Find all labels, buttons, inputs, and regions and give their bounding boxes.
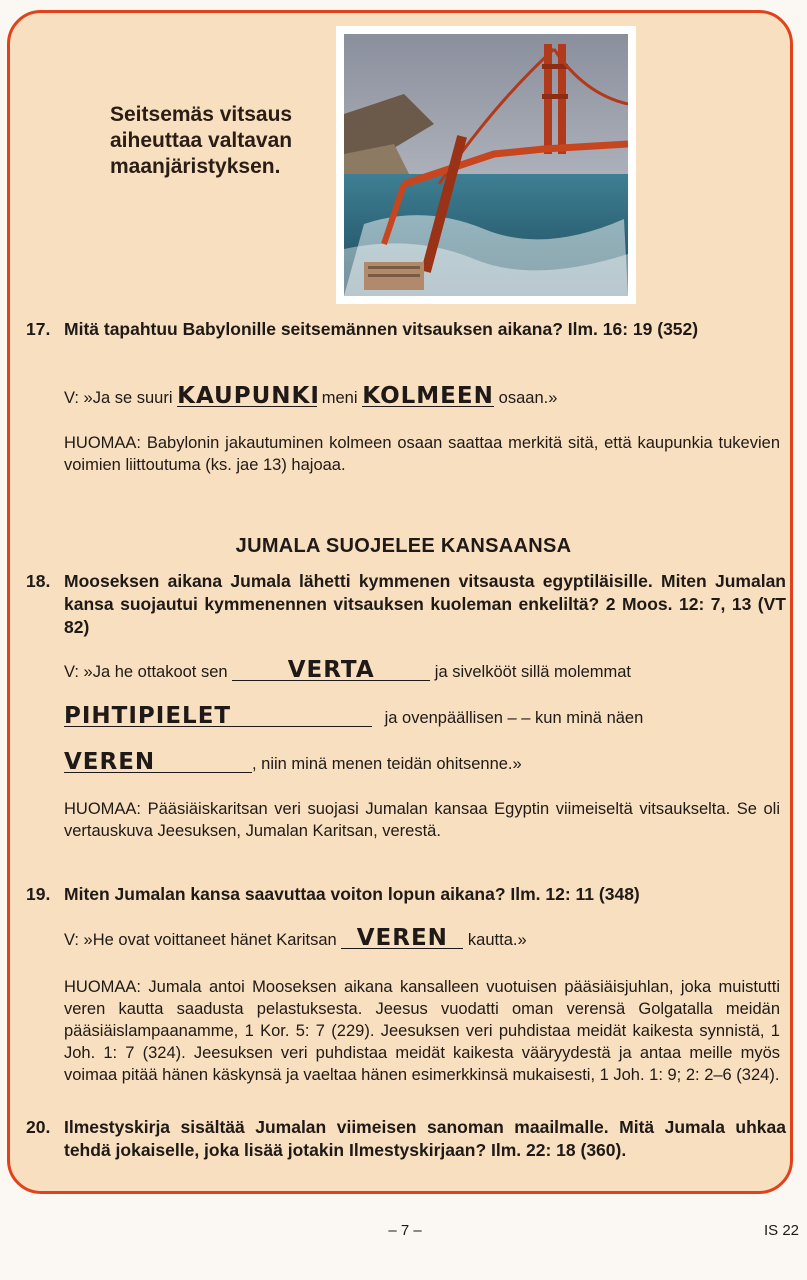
answer-18-line-1 [64, 657, 780, 683]
question-text: Miten Jumalan kansa saavuttaa voiton lopun aikana? Ilm. 12: 11 (348) [64, 884, 640, 904]
note-18: HUOMAA: Pääsiäiskaritsan veri suojasi Jumalan kansaa Egyptin viimeiseltä vitsaukselta. Se oli vertauskuva Jeesuksen, Jumalan Karitsan, verestä. [64, 800, 780, 840]
question-text: Mooseksen aikana Jumala lähetti kymmenen vitsausta egyptiläisille. Miten Jumalan kansa suojautui kymmenennen vitsauksen kuoleman enkeliltä? 2 Moos. 12: 7, 13 (VT 82) [64, 571, 786, 637]
note-19: HUOMAA: Jumala antoi Mooseksen aikana kansalleen vuotuisen pääsiäisjuhlan, joka muistutti veren kautta saadusta pelastuksesta. Jeesus vuodatti oman verensä Golgatalla meidän pääsiäislampaanamme, 1 Kor. 5: 7 (229). Jeesuksen veri puhdistaa meidät kaikesta synnistä, 1 Joh. 1: 7 (324). Jeesuksen veri puhdistaa meidät kaikesta vääryydestä ja antaa meille myös voimaa pitää hänen käskynsä ja vaeltaa hänen esimerkkinsä mukaisesti, 1 Joh. 1: 9; 2: 2–6 (324). [64, 978, 780, 1084]
fill-in-blank: VEREN [64, 752, 252, 773]
question-19 [26, 883, 786, 906]
section-heading: JUMALA SUOJELEE KANSAANSA [235, 535, 572, 557]
answer-text: kautta.» [467, 931, 527, 949]
fill-in-blank: VERTA [232, 660, 430, 681]
answer-text: osaan.» [498, 389, 558, 407]
earthquake-illustration [336, 26, 636, 304]
answer-17 [64, 383, 780, 409]
fill-in-blank: PIHTIPIELET [64, 706, 372, 727]
question-text: Mitä tapahtuu Babylonille seitsemännen vitsauksen aikana? Ilm. 16: 19 (352) [64, 319, 699, 339]
answer-18-line-2 [64, 703, 780, 729]
answer-19 [64, 925, 780, 951]
question-number: 19. [26, 884, 51, 904]
fill-in-blank: VEREN [341, 928, 463, 949]
answer-18-line-3 [64, 749, 780, 775]
answer-text: , niin minä menen teidän ohitsenne.» [252, 755, 522, 773]
answer-text: V: »Ja se suuri [64, 389, 173, 407]
question-number: 20. [26, 1117, 51, 1137]
answer-text: meni [321, 389, 358, 407]
fill-in-blank: KOLMEEN [362, 383, 494, 409]
question-number: 17. [26, 319, 51, 339]
question-20 [26, 1116, 786, 1162]
question-number: 18. [26, 571, 51, 591]
question-18 [26, 570, 786, 639]
answer-text: V: »Ja he ottakoot sen [64, 663, 228, 681]
answer-text: V: »He ovat voittaneet hänet Karitsan [64, 931, 337, 949]
question-text: Ilmestyskirja sisältää Jumalan viimeisen sanoman maailmalle. Mitä Jumala uhkaa tehdä jokaiselle, joka lisää jotakin Ilmestyskirjaan? Ilm. 22: 18 (360). [64, 1117, 786, 1160]
answer-text: ja ovenpäällisen – – kun minä näen [384, 709, 644, 727]
answer-text: ja sivelkööt sillä molemmat [434, 663, 632, 681]
bridge-collapse-image [344, 34, 628, 296]
question-17 [26, 318, 786, 341]
image-caption: Seitsemäs vitsaus aiheuttaa valtavan maanjäristyksen. [110, 103, 293, 178]
fill-in-blank: KAUPUNKI [177, 383, 320, 409]
note-17: HUOMAA: Babylonin jakautuminen kolmeen osaan saattaa merkitä sitä, että kaupunkia tukevien voimien liittoutuma (ks. jae 13) hajoaa. [64, 434, 780, 474]
document-code: IS 22 [764, 1222, 800, 1239]
page-number: – 7 – [388, 1222, 422, 1239]
